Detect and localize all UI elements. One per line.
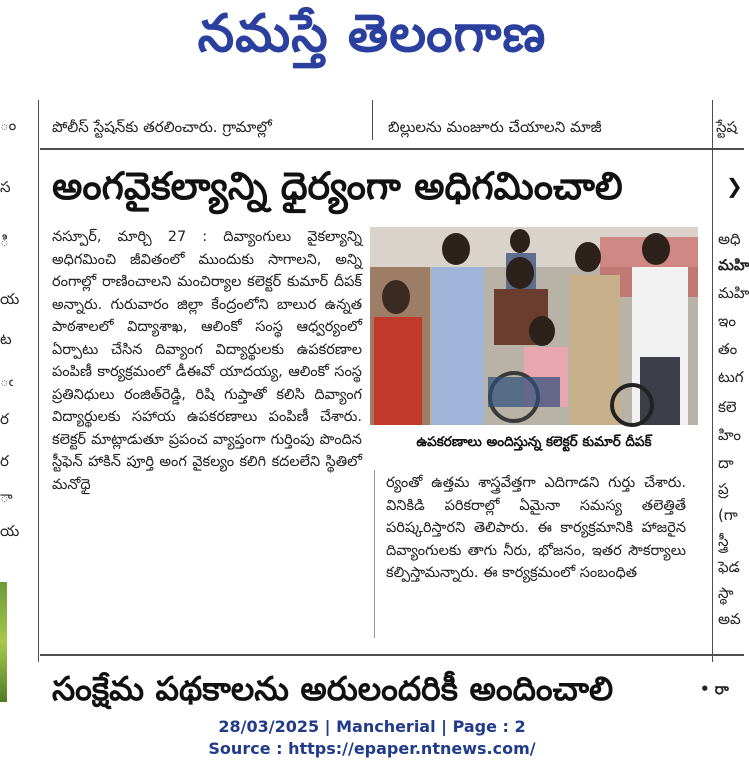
left-edge-fragment: ా: [0, 488, 13, 506]
article-column-1: [52, 226, 362, 646]
page-footer: [0, 716, 744, 760]
right-edge-fragment: కలె: [718, 398, 737, 416]
column-rule-top-mid: [372, 100, 373, 140]
newspaper-masthead: [0, 0, 744, 86]
column-rule-body: [374, 470, 375, 638]
column-rule-right: [712, 100, 713, 662]
article-body-column-2: ర్యంతో ఉత్తమ శాస్త్రవేత్తగా ఎదిగాడని గుర్తు చేశారు. వినికిడి పరికరాల్లో ఏమైనా సమస్య తలెత్తితే పరిష్కరిస్తారని తెలిపారు. ఈ కార్యక్రమానికి హాజరైన దివ్యాంగులకు తాగు నీరు, భోజనం, ఇతర సౌకర్యాలు కల్పిస్తామన్నారు. ఈ కార్యక్రమంలో సంబంధిత: [386, 475, 686, 581]
right-edge-fragment: ప్ర: [718, 480, 729, 498]
left-edge-fragment: ఁ: [0, 372, 14, 390]
left-edge-fragment: య: [0, 290, 20, 308]
left-edge-fragment: ట: [0, 330, 12, 348]
top-fragment-left: పోలీస్ స్టేషన్‌కు తరలించారు. గ్రామాల్లో: [52, 118, 272, 136]
top-fragment-far-right: స్టేష: [716, 118, 738, 136]
right-edge-fragment: (గా: [718, 506, 738, 524]
article-headline: అంగవైకల్యాన్ని ధైర్యంగా అధిగమించాలి: [52, 164, 623, 208]
right-edge-fragment: ఫెడ: [718, 558, 740, 576]
article-body-column-1: నస్పూర్, మార్చి 27 : దివ్యాంగులు వైకల్యాన్ని అధిగమించి జీవితంలో ముందుకు సాగాలని, అన్ని రంగాల్లో రాణించాలని మంచిర్యాల కలెక్టర్ కుమార్ దీపక్ అన్నారు. గురువారం జిల్లా కేంద్రంలోని బాలుర ఉన్నత పాఠశాలలో విద్యాశాఖ, ఆలింకో సంస్థ ఆధ్వర్యంలో ఏర్పాటు చేసిన దివ్యాంగ విద్యార్థులకు ఉపకరణాల పంపిణీ కార్యక్రమంలో డీఈవో యాదయ్య, ఆలింకో సంస్థ ప్రతినిధులు రంజిత్‌రెడ్డి, రిషి గుప్తాతో కలిసి దివ్యాంగ విద్యార్థులకు సహాయ ఉపకరణాలు పంపిణీ చేశారు. కలెక్టర్ మాట్లాడుతూ ప్రపంచ వ్యాప్తంగా గుర్తింపు పొందిన స్టీఫెన్ హాకిన్ పూర్తి అంగ వైకల్యం కలిగి కదలలేని స్థితిలో మనోధై: [52, 229, 362, 493]
second-article-side-fragment: • రా: [700, 680, 729, 698]
left-edge-photo-strip: [0, 582, 7, 702]
right-edge-fragment: దా: [718, 454, 734, 472]
left-edge-fragment: య: [0, 522, 20, 540]
article-column-2: [386, 472, 686, 638]
top-fragment-right: బిల్లులను మంజూరు చేయాలని మాజీ: [388, 118, 602, 136]
right-edge-fragment: మహి: [718, 256, 749, 274]
left-edge-fragment: ి: [0, 232, 9, 250]
right-edge-fragment: హిం: [718, 426, 741, 444]
right-edge-fragment: తం: [718, 340, 738, 358]
footer-source: Source : https://epaper.ntnews.com/: [208, 739, 536, 758]
right-edge-fragment: అవ: [718, 610, 741, 628]
left-edge-fragment: ర: [0, 410, 9, 428]
arrow-icon: ❯: [726, 174, 743, 198]
event-photo: [370, 227, 698, 425]
right-edge-fragment: స్త్రీ: [718, 532, 729, 550]
left-edge-fragment: ం: [0, 116, 17, 134]
photo-caption: ఉపకరణాలు అందిస్తున్న కలెక్టర్ కుమార్ దీపక్: [416, 434, 652, 450]
separator-bottom: [40, 654, 744, 656]
right-edge-fragment: టుగ: [718, 368, 744, 386]
left-edge-fragment: ర: [0, 452, 9, 470]
right-edge-fragment: మహి: [718, 284, 749, 302]
column-rule-left: [38, 100, 39, 662]
right-edge-fragment: ఇం: [718, 312, 736, 330]
right-edge-fragment: స్థా: [718, 584, 734, 602]
footer-date-page: 28/03/2025 | Mancherial | Page : 2: [218, 717, 526, 736]
article-photo: [370, 227, 698, 425]
second-article-headline: సంక్షేమ పథకాలను అరులందరికీ అందించాలి: [52, 669, 614, 708]
separator-top: [40, 148, 744, 150]
left-edge-fragment: స: [0, 178, 11, 196]
right-edge-fragment: అధి: [718, 230, 741, 248]
masthead-title: నమస్తే తెలంగాణ: [197, 4, 547, 64]
